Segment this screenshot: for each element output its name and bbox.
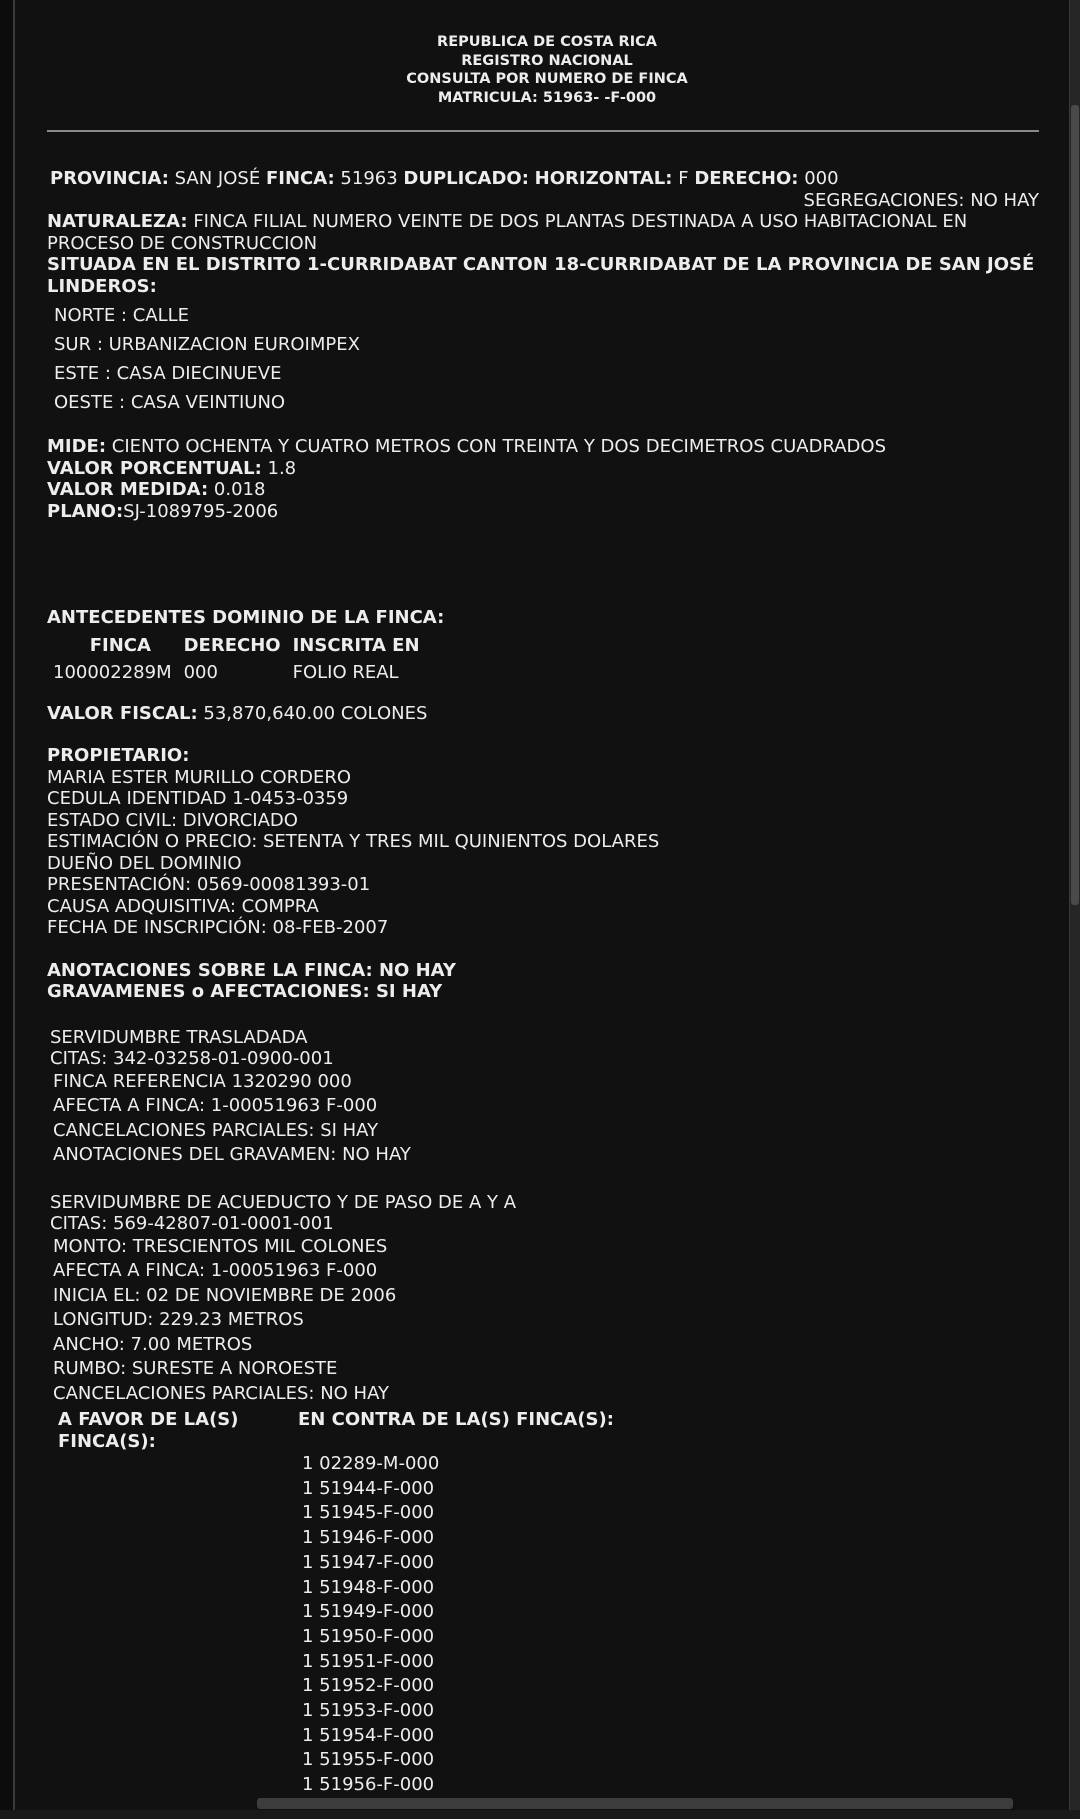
propietario-line: CEDULA IDENTIDAD 1-0453-0359 (47, 788, 349, 809)
list-item: 1 51949-F-000 (302, 1601, 435, 1623)
provincia-value: SAN JOSÉ (174, 168, 261, 189)
servidumbre-line: AFECTA A FINCA: 1-00051963 F-000 (53, 1095, 378, 1116)
segregaciones: SEGREGACIONES: NO HAY (803, 189, 1039, 211)
plano (47, 501, 1047, 523)
propietario-line: PRESENTACIÓN: 0569-00081393-01 (47, 874, 371, 895)
servidumbre-line: AFECTA A FINCA: 1-00051963 F-000 (53, 1260, 378, 1281)
header-consulta: CONSULTA POR NUMERO DE FINCA (406, 71, 688, 87)
servidumbre-line: CANCELACIONES PARCIALES: NO HAY (53, 1382, 389, 1404)
document-frame (13, 0, 1071, 1810)
propietario-line: FECHA DE INSCRIPCIÓN: 08-FEB-2007 (47, 917, 389, 938)
propietario-line: DUEÑO DEL DOMINIO (47, 852, 242, 874)
list-item: 1 02289-M-000 (302, 1453, 440, 1474)
finca-value: 51963 (340, 168, 398, 189)
servidumbre-line: LONGITUD: 229.23 METROS (53, 1309, 304, 1330)
list-item: 1 51946-F-000 (302, 1527, 435, 1549)
document-content (47, 0, 1047, 1798)
valor-medida-value: 0.018 (213, 479, 266, 500)
valor-porcentual-value: 1.8 (267, 457, 297, 479)
table-row (47, 659, 426, 687)
antecedentes-title: ANTECEDENTES DOMINIO DE LA FINCA: (47, 607, 445, 628)
linderos-label: LINDEROS: (47, 275, 157, 297)
list-item: 1 51948-F-000 (302, 1576, 435, 1598)
list-item: 1 51951-F-000 (302, 1650, 435, 1672)
plano-value: SJ-1089795-2006 (123, 500, 279, 522)
header-republica: REPUBLICA DE COSTA RICA (437, 34, 657, 50)
column-header-finca: FINCA (89, 634, 151, 656)
lindero-item: SUR : URBANIZACION EUROIMPEX (54, 334, 360, 355)
mide-value: CIENTO OCHENTA Y CUATRO METROS CON TREINTA Y DOS DECIMETROS CUADRADOS (111, 436, 887, 457)
propietario-line: ESTADO CIVIL: DIVORCIADO (47, 809, 298, 831)
list-item: 1 51944-F-000 (302, 1477, 435, 1499)
anotaciones-status: ANOTACIONES SOBRE LA FINCA: NO HAY (47, 959, 456, 981)
servidumbre-title: SERVIDUMBRE TRASLADADA (50, 1026, 308, 1048)
derecho-value: 000 (804, 168, 839, 189)
horizontal-label: HORIZONTAL: (534, 168, 673, 189)
servidumbre-acueducto (47, 1192, 1047, 1798)
valor-medida (47, 479, 1047, 501)
lindero-item: ESTE : CASA DIECINUEVE (54, 363, 282, 384)
valor-porcentual (47, 458, 1047, 480)
column-header-inscrita: INSCRITA EN (292, 634, 420, 656)
gravamenes-status: GRAVAMENES o AFECTACIONES: SI HAY (47, 981, 443, 1002)
naturaleza (47, 211, 1047, 254)
en-contra-label: EN CONTRA DE LA(S) FINCA(S): (298, 1409, 614, 1430)
vertical-scrollbar-thumb[interactable] (1071, 105, 1079, 905)
favor-contra-header (47, 1409, 1047, 1452)
plano-label: PLANO: (47, 500, 124, 522)
antecedente-inscrita: FOLIO REAL (292, 662, 399, 683)
mide (47, 436, 1047, 458)
duplicado-label: DUPLICADO: (403, 168, 529, 189)
naturaleza-label: NATURALEZA: (47, 211, 188, 232)
column-header-derecho: DERECHO (183, 634, 281, 656)
linderos-list (47, 301, 1047, 417)
header-matricula: MATRICULA: 51963- -F-000 (437, 89, 657, 106)
valor-fiscal-value: 53,870,640.00 COLONES (203, 702, 428, 724)
finca-label: FINCA: (265, 168, 335, 189)
provincia-label: PROVINCIA: (50, 168, 169, 189)
valor-fiscal-label: VALOR FISCAL: (47, 702, 198, 724)
horizontal-scrollbar-thumb[interactable] (257, 1798, 1013, 1809)
list-item: 1 51950-F-000 (302, 1625, 435, 1647)
propietario-details (47, 767, 1047, 939)
servidumbre-line: FINCA REFERENCIA 1320290 000 (53, 1070, 352, 1092)
servidumbre-line: ANCHO: 7.00 METROS (53, 1333, 253, 1355)
servidumbre-citas: CITAS: 342-03258-01-0900-001 (50, 1048, 334, 1069)
header-registro: REGISTRO NACIONAL (461, 52, 633, 69)
en-contra-list (47, 1452, 1047, 1798)
lindero-item: NORTE : CALLE (54, 305, 190, 326)
naturaleza-value: FINCA FILIAL NUMERO VEINTE DE DOS PLANTAS DESTINADA A USO HABITACIONAL EN PROCESO DE CONSTRUCCION (47, 211, 968, 254)
servidumbre-line: MONTO: TRESCIENTOS MIL COLONES (53, 1235, 388, 1257)
servidumbre-line: CANCELACIONES PARCIALES: SI HAY (53, 1119, 379, 1141)
header-divider (47, 130, 1039, 132)
valor-fiscal (47, 703, 1047, 725)
derecho-label: DERECHO: (694, 168, 799, 189)
mide-label: MIDE: (47, 436, 107, 457)
list-item: 1 51954-F-000 (302, 1724, 435, 1746)
servidumbre-line: INICIA EL: 02 DE NOVIEMBRE DE 2006 (53, 1284, 397, 1306)
situada: SITUADA EN EL DISTRITO 1-CURRIDABAT CANTON 18-CURRIDABAT DE LA PROVINCIA DE SAN JOSÉ (47, 254, 1035, 275)
propietario-line: MARIA ESTER MURILLO CORDERO (47, 766, 352, 788)
servidumbre-citas: CITAS: 569-42807-01-0001-001 (50, 1213, 334, 1234)
servidumbre-trasladada (47, 1027, 1047, 1168)
bottom-bar (0, 1810, 1080, 1819)
finca-identification (47, 168, 1047, 190)
servidumbre-title: SERVIDUMBRE DE ACUEDUCTO Y DE PASO DE A Y A (50, 1191, 517, 1213)
servidumbre-line: RUMBO: SURESTE A NOROESTE (53, 1358, 338, 1379)
servidumbre-line: ANOTACIONES DEL GRAVAMEN: NO HAY (53, 1144, 411, 1165)
valor-porcentual-label: VALOR PORCENTUAL: (47, 457, 262, 479)
lindero-item: OESTE : CASA VEINTIUNO (54, 392, 286, 413)
vertical-scrollbar[interactable] (1070, 0, 1080, 1819)
list-item: 1 51952-F-000 (302, 1675, 435, 1697)
antecedente-derecho: 000 (183, 662, 218, 683)
list-item: 1 51953-F-000 (302, 1700, 435, 1722)
propietario-line: ESTIMACIÓN O PRECIO: SETENTA Y TRES MIL QUINIENTOS DOLARES (47, 831, 660, 852)
list-item: 1 51956-F-000 (302, 1774, 435, 1796)
document-header (47, 0, 1047, 107)
horizontal-value: F (678, 168, 689, 189)
antecedentes-table (47, 632, 426, 687)
list-item: 1 51947-F-000 (302, 1551, 435, 1573)
antecedentes-header-row (47, 632, 426, 660)
list-item: 1 51945-F-000 (302, 1502, 435, 1524)
propietario-line: CAUSA ADQUISITIVA: COMPRA (47, 895, 319, 917)
list-item: 1 51955-F-000 (302, 1749, 435, 1771)
a-favor-label: A FAVOR DE LA(S) FINCA(S): (58, 1409, 239, 1452)
antecedente-finca: 100002289M (53, 662, 172, 683)
propietario-title: PROPIETARIO: (47, 745, 190, 766)
valor-medida-label: VALOR MEDIDA: (47, 479, 209, 500)
